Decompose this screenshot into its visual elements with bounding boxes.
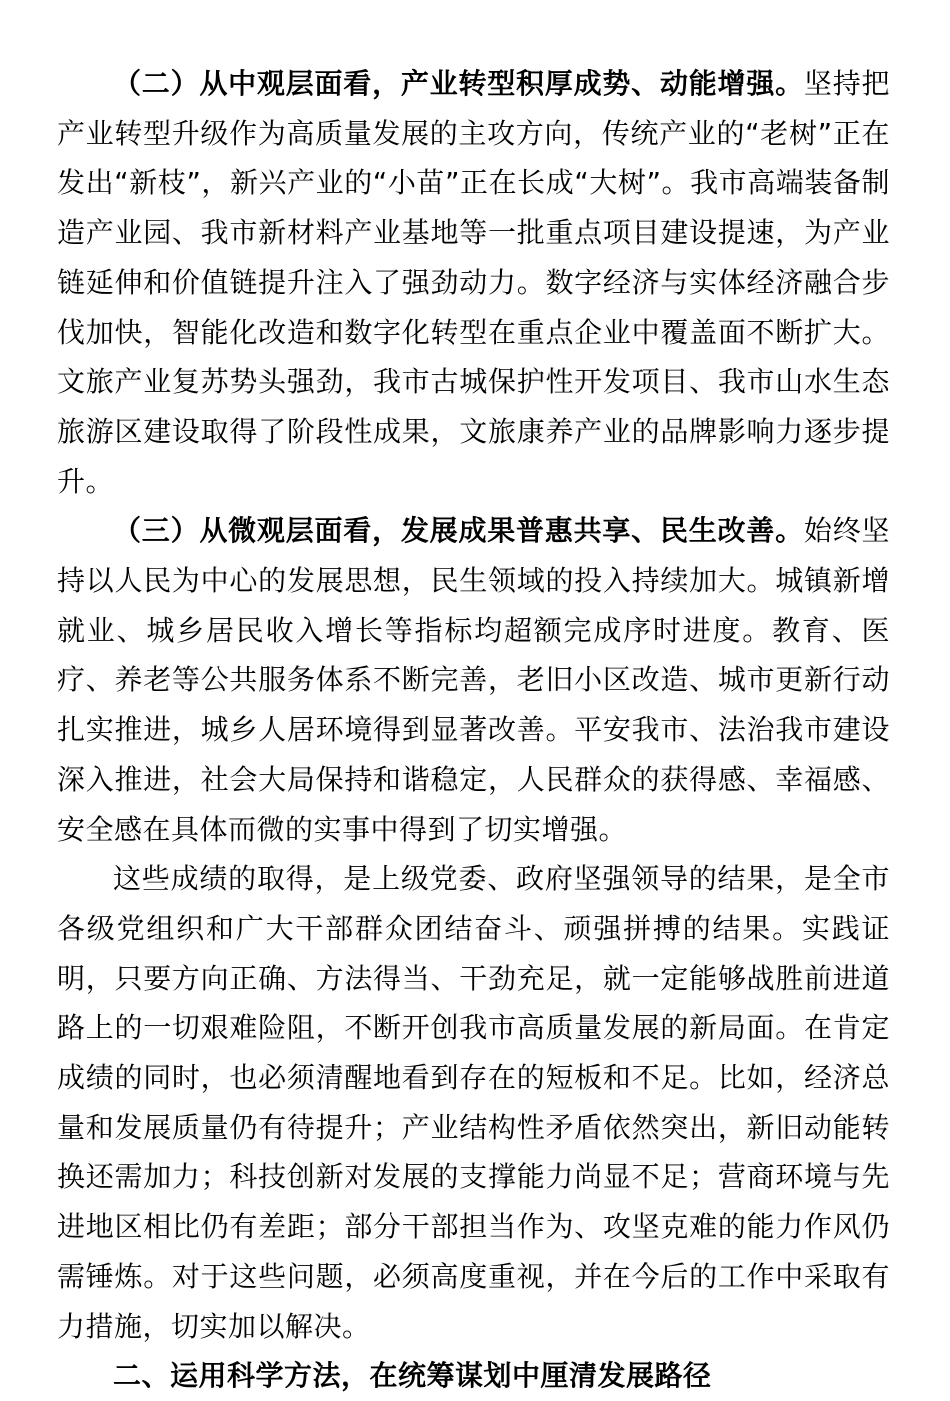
paragraph-body-text: 这些成绩的取得，是上级党委、政府坚强领导的结果，是全市各级党组织和广大干部群众团结奋斗、顽强拼搏的结果。实践证明，只要方向正确、方法得当、干劲充足，就一定能够战胜前进道路上的一切艰难险阻，不断开创我市高质量发展的新局面。在肯定成绩的同时，也必须清醒地看到存在的短板和不足。比如，经济总量和发展质量仍有待提升；产业结构性矛盾依然突出，新旧动能转换还需加力；科技创新对发展的支撑能力尚显不足；营商环境与先进地区相比仍有差距；部分干部担当作为、攻坚克难的能力作风仍需锤炼。对于这些问题，必须高度重视，并在今后的工作中采取有力措施，切实加以解决。 [57, 862, 890, 1343]
paragraph-body-text: 始终坚持以人民为中心的发展思想，民生领域的投入持续加大。城镇新增就业、城乡居民收入增长等指标均超额完成序时进度。教育、医疗、养老等公共服务体系不断完善，老旧小区改造、城市更新行动扎实推进，城乡人居环境得到显著改善。平安我市、法治我市建设深入推进，社会大局保持和谐稳定，人民群众的获得感、幸福感、安全感在具体而微的实事中得到了切实增强。 [57, 514, 890, 846]
paragraph-lead-bold: （三）从微观层面看，发展成果普惠共享、民生改善。 [113, 514, 804, 548]
paragraph-meso-level [57, 59, 890, 506]
paragraph-lead-bold: （二）从中观层面看，产业转型积厚成势、动能增强。 [113, 67, 804, 100]
section-heading-two: 二、运用科学方法，在统筹谋划中厘清发展路径 [113, 1359, 712, 1393]
paragraph-achievements-summary [57, 854, 890, 1351]
paragraph-micro-level [57, 506, 890, 854]
paragraph-body-text: 坚持把产业转型升级作为高质量发展的主攻方向，传统产业的“老树”正在发出“新枝”，新兴产业的“小苗”正在长成“大树”。我市高端装备制造产业园、我市新材料产业基地等一批重点项目建设提速，为产业链延伸和价值链提升注入了强劲动力。数字经济与实体经济融合步伐加快，智能化改造和数字化转型在重点企业中覆盖面不断扩大。文旅产业复苏势头强劲，我市古城保护性开发项目、我市山水生态旅游区建设取得了阶段性成果，文旅康养产业的品牌影响力逐步提升。 [57, 67, 890, 498]
